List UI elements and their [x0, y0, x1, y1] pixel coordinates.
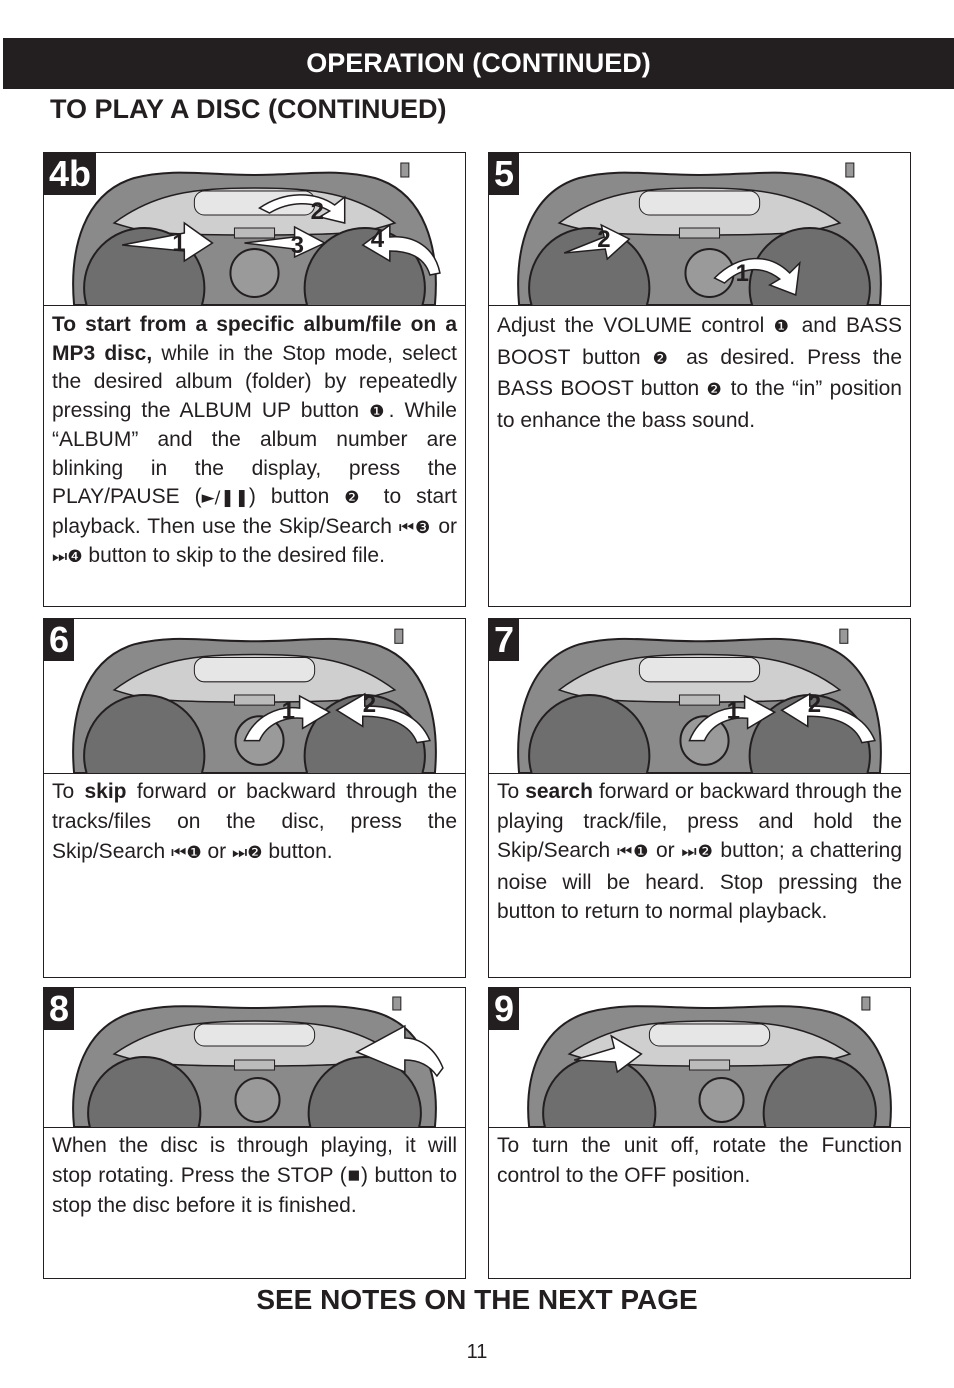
- step-description: [52, 1131, 457, 1221]
- callout-1: 1: [172, 230, 186, 257]
- text: To turn the unit off, rotate the Function control to the OFF position.: [497, 1134, 902, 1187]
- text: and BASS BOOST button: [497, 314, 902, 369]
- circled-1-icon: ❶: [773, 317, 793, 337]
- step-description: [52, 777, 457, 868]
- callout-1: 1: [281, 697, 295, 725]
- text: as desired. Press the BASS BOOST button: [497, 345, 902, 400]
- text: Adjust the VOLUME control: [497, 314, 774, 337]
- skip-forward-icon: ⏭: [681, 842, 697, 862]
- step-number: 6: [44, 619, 74, 661]
- boombox-illustration: [489, 619, 910, 774]
- page-number: 11: [466, 1341, 488, 1363]
- callout-1: 1: [726, 697, 740, 725]
- text: or: [649, 839, 682, 862]
- page-subtitle: TO PLAY A DISC (CONTINUED): [50, 94, 447, 124]
- text: To: [52, 780, 85, 803]
- text: forward or backward through the playing track/file, press and hold the Skip/Search: [497, 780, 902, 862]
- footer-note: SEE NOTES ON THE NEXT PAGE: [256, 1284, 698, 1315]
- skip-back-icon: ⏮: [616, 842, 633, 862]
- text: to the “in” position to enhance the bass sound.: [497, 377, 902, 432]
- step-5-panel: [488, 152, 911, 607]
- step-description: [497, 311, 902, 436]
- circled-2-icon: ❷: [706, 380, 724, 400]
- text: button; a chattering noise will be heard. Stop pressing the button to return to normal playback.: [497, 839, 902, 923]
- skip-back-icon: ⏮: [171, 843, 187, 863]
- step-number: 4b: [44, 153, 96, 195]
- circled-1-icon: ❶: [369, 401, 389, 422]
- boombox-illustration: [44, 988, 465, 1128]
- stop-icon: ■: [346, 1164, 361, 1187]
- boombox-illustration: [489, 153, 910, 306]
- boombox-illustration: [489, 988, 910, 1128]
- callout-1: 1: [735, 260, 749, 287]
- bold-text: To start from a specific album/file on a MP3 disc,: [52, 313, 457, 365]
- bold-text: skip: [84, 780, 127, 803]
- circled-2-icon: ❷: [344, 488, 369, 508]
- text: To: [497, 780, 526, 803]
- skip-back-icon: ⏮: [398, 517, 415, 538]
- text: . While “ALBUM” and the album number are blinking in the display, press the PLAY/PAUSE (: [52, 398, 457, 508]
- text: to start playback. Then use the Skip/Search: [52, 485, 457, 538]
- step-4b-panel: [43, 152, 466, 607]
- callout-3: 3: [290, 232, 304, 259]
- text: button to skip to the desired file.: [82, 544, 385, 567]
- text: When the disc is through playing, it will stop rotating. Press the STOP (: [52, 1134, 457, 1187]
- callout-2: 2: [362, 691, 377, 719]
- step-description: [52, 311, 457, 572]
- step-9-panel: [488, 987, 911, 1279]
- circled-4-icon: ❹: [67, 547, 83, 567]
- text: or: [201, 840, 232, 863]
- text: while in the Stop mode, select the desired album (folder) by repeatedly pressing the ALBUM UP button: [52, 341, 457, 422]
- text: or: [431, 514, 457, 538]
- callout-2: 2: [310, 198, 325, 225]
- step-6-panel: [43, 618, 466, 978]
- step-number: 7: [489, 619, 519, 661]
- text: ) button to stop the disc before it is finished.: [52, 1164, 458, 1217]
- play-pause-icon: ►/❚❚: [201, 488, 249, 508]
- step-7-panel: [488, 618, 911, 978]
- circled-1-icon: ❶: [186, 843, 202, 863]
- circled-1-icon: ❶: [632, 842, 650, 862]
- step-number: 8: [44, 988, 74, 1030]
- callout-2: 2: [597, 226, 611, 253]
- bold-text: search: [525, 780, 593, 803]
- boombox-illustration: [44, 153, 465, 306]
- step-8-panel: [43, 987, 466, 1279]
- section-header: [3, 38, 954, 89]
- callout-4: 4: [370, 226, 385, 253]
- circled-3-icon: ❸: [414, 517, 432, 538]
- text: forward or backward through the tracks/files on the disc, press the Skip/Search: [52, 780, 457, 863]
- skip-forward-icon: ⏭: [52, 547, 68, 567]
- step-description: [497, 777, 902, 927]
- step-number: 9: [489, 988, 519, 1030]
- boombox-illustration: [44, 619, 465, 774]
- text: button.: [262, 840, 333, 863]
- circled-2-icon: ❷: [247, 843, 263, 863]
- step-number: 5: [489, 153, 519, 195]
- skip-forward-icon: ⏭: [231, 843, 248, 863]
- circled-2-icon: ❷: [696, 842, 714, 862]
- section-title: OPERATION (CONTINUED): [306, 48, 651, 78]
- circled-2-icon: ❷: [652, 348, 675, 369]
- step-description: [497, 1131, 902, 1191]
- text: ) button: [248, 485, 345, 508]
- callout-2: 2: [807, 691, 822, 719]
